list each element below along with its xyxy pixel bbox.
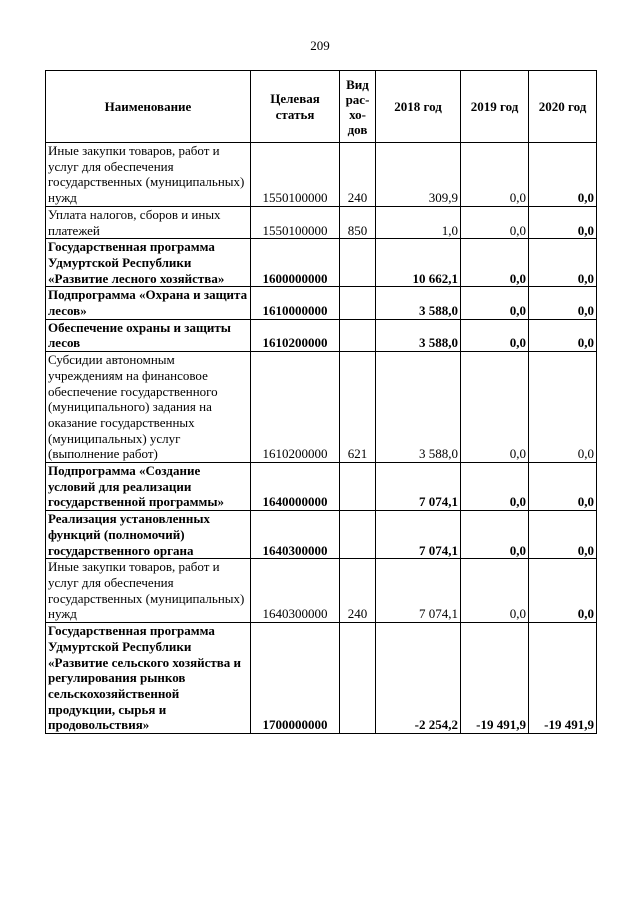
header-row: [46, 71, 597, 143]
row-expense-type: [340, 623, 376, 734]
header-target: Целевая статья: [251, 71, 340, 143]
row-expense-type: [340, 511, 376, 559]
table-row: [46, 559, 597, 623]
row-2018: 7 074,1: [376, 559, 461, 623]
row-name: Государственная программа Удмуртской Республики «Развитие лесного хозяйства»: [46, 239, 251, 287]
row-2020: -19 491,9: [529, 623, 597, 734]
row-name: Подпрограмма «Охрана и защита лесов»: [46, 287, 251, 319]
row-2020: 0,0: [529, 319, 597, 351]
header-2019: 2019 год: [461, 71, 529, 143]
row-2020: 0,0: [529, 463, 597, 511]
row-2018: 1,0: [376, 206, 461, 238]
row-2018: 3 588,0: [376, 352, 461, 463]
table-row: [46, 319, 597, 351]
row-2018: 7 074,1: [376, 511, 461, 559]
row-expense-type: 621: [340, 352, 376, 463]
row-name: Уплата налогов, сборов и иных платежей: [46, 206, 251, 238]
row-target: 1700000000: [251, 623, 340, 734]
row-2019: 0,0: [461, 239, 529, 287]
row-expense-type: 240: [340, 143, 376, 207]
row-2019: 0,0: [461, 463, 529, 511]
row-name: Реализация установленных функций (полномочий) государственного органа: [46, 511, 251, 559]
row-name: Субсидии автономным учреждениям на финансовое обеспечение государственного (муниципального) задания на оказание государственных (муниципальных) услуг (выполнение работ): [46, 352, 251, 463]
row-2019: 0,0: [461, 511, 529, 559]
row-target: 1600000000: [251, 239, 340, 287]
row-2018: 309,9: [376, 143, 461, 207]
row-target: 1640300000: [251, 511, 340, 559]
row-expense-type: [340, 463, 376, 511]
row-target: 1610000000: [251, 287, 340, 319]
header-2020: 2020 год: [529, 71, 597, 143]
row-expense-type: 240: [340, 559, 376, 623]
row-2018: 7 074,1: [376, 463, 461, 511]
row-2020: 0,0: [529, 206, 597, 238]
row-2019: 0,0: [461, 287, 529, 319]
row-2020: 0,0: [529, 511, 597, 559]
row-target: 1550100000: [251, 206, 340, 238]
row-2019: -19 491,9: [461, 623, 529, 734]
row-name: Государственная программа Удмуртской Республики «Развитие сельского хозяйства и регулирования рынков сельскохозяйственной продукции, сырья и продовольствия»: [46, 623, 251, 734]
row-expense-type: [340, 239, 376, 287]
row-2020: 0,0: [529, 559, 597, 623]
row-name: Обеспечение охраны и защиты лесов: [46, 319, 251, 351]
row-2018: 3 588,0: [376, 287, 461, 319]
table-row: [46, 623, 597, 734]
row-expense-type: [340, 319, 376, 351]
table-row: [46, 143, 597, 207]
table-row: [46, 511, 597, 559]
row-2019: 0,0: [461, 559, 529, 623]
row-expense-type: [340, 287, 376, 319]
row-2019: 0,0: [461, 206, 529, 238]
header-2018: 2018 год: [376, 71, 461, 143]
table-row: [46, 239, 597, 287]
header-expense-type: Вид рас-хо-дов: [340, 71, 376, 143]
row-2020: 0,0: [529, 352, 597, 463]
row-2018: 10 662,1: [376, 239, 461, 287]
row-2018: 3 588,0: [376, 319, 461, 351]
budget-table: [45, 70, 597, 734]
row-2020: 0,0: [529, 239, 597, 287]
table-row: [46, 463, 597, 511]
table-row: [46, 287, 597, 319]
row-expense-type: 850: [340, 206, 376, 238]
row-2019: 0,0: [461, 352, 529, 463]
table-row: [46, 206, 597, 238]
row-2019: 0,0: [461, 319, 529, 351]
row-target: 1640000000: [251, 463, 340, 511]
page-number: 209: [310, 38, 330, 53]
row-name: Иные закупки товаров, работ и услуг для обеспечения государственных (муниципальных) нужд: [46, 559, 251, 623]
row-target: 1640300000: [251, 559, 340, 623]
row-name: Иные закупки товаров, работ и услуг для обеспечения государственных (муниципальных) нужд: [46, 143, 251, 207]
row-name: Подпрограмма «Создание условий для реализации государственной программы»: [46, 463, 251, 511]
row-2018: -2 254,2: [376, 623, 461, 734]
row-target: 1550100000: [251, 143, 340, 207]
row-2020: 0,0: [529, 143, 597, 207]
header-name: Наименование: [46, 71, 251, 143]
row-2020: 0,0: [529, 287, 597, 319]
row-2019: 0,0: [461, 143, 529, 207]
row-target: 1610200000: [251, 352, 340, 463]
table-row: [46, 352, 597, 463]
row-target: 1610200000: [251, 319, 340, 351]
